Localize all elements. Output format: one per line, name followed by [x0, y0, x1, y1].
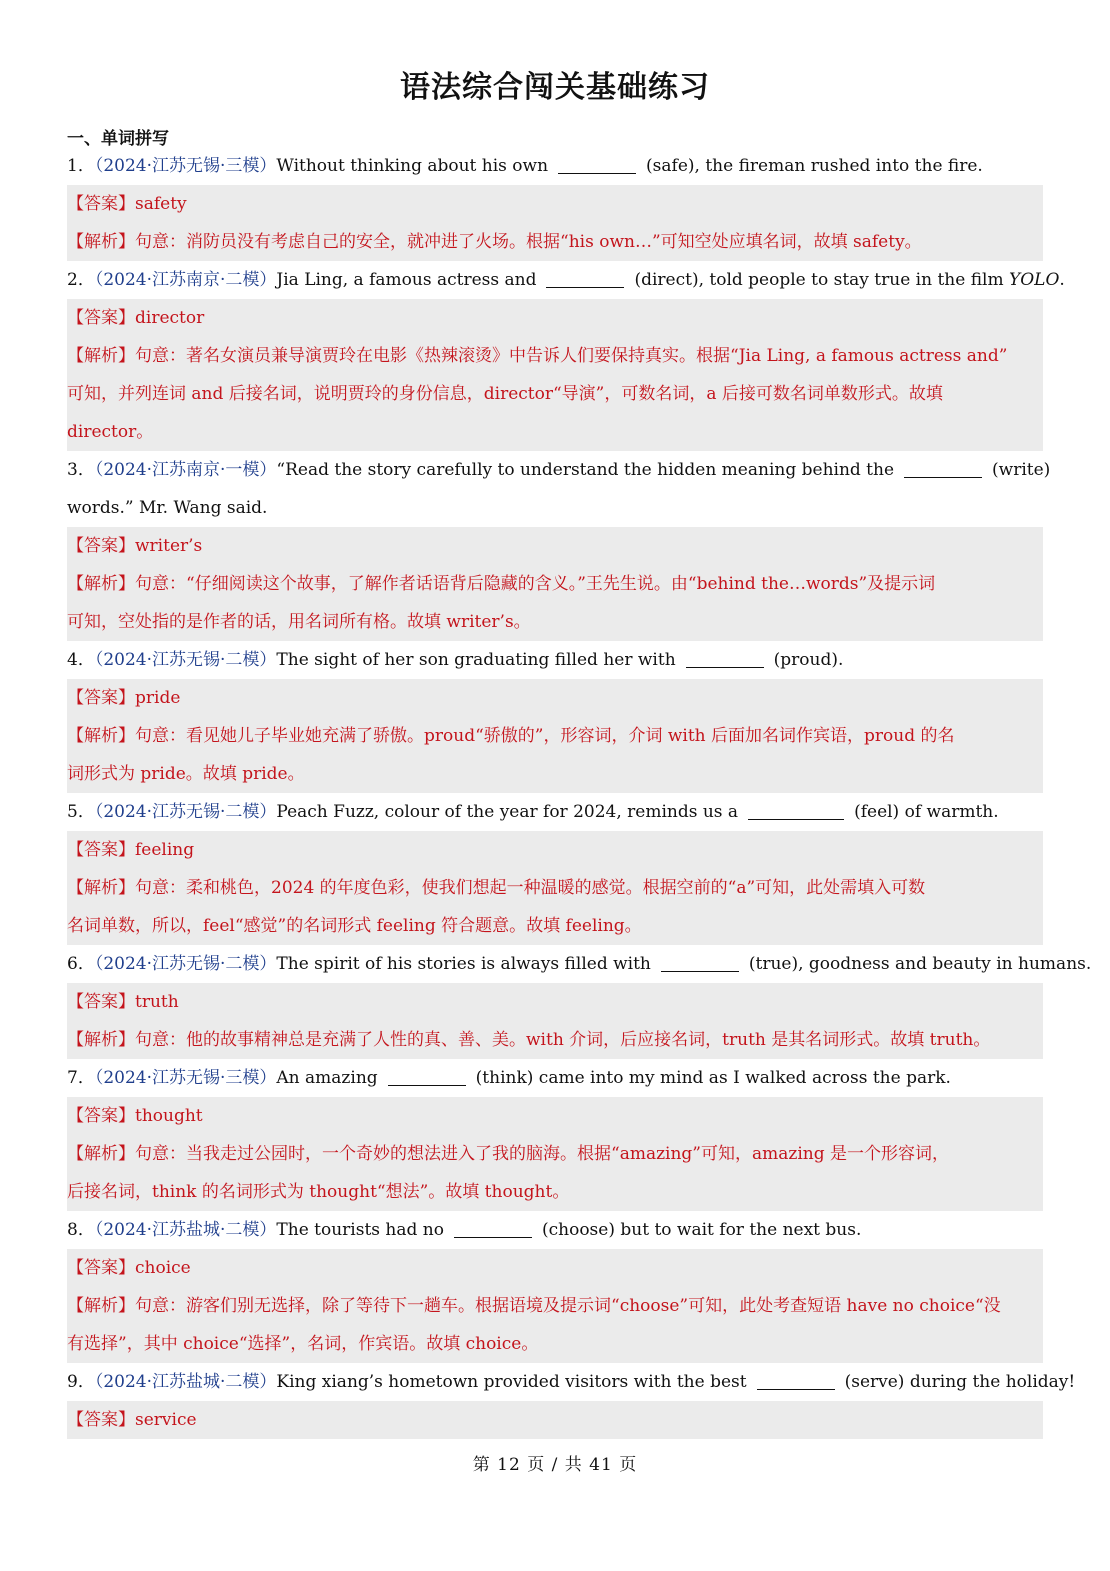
analysis-line [67, 1325, 1043, 1363]
answer-label: 【答案】 [67, 840, 135, 860]
analysis-label: 【解析】 [67, 1030, 135, 1050]
answer-box [67, 983, 1043, 1059]
question-number: 9． [67, 1372, 95, 1392]
question-text [67, 261, 1065, 299]
answer-label: 【答案】 [67, 1258, 135, 1278]
question-source: （2024·江苏无锡·三模） [94, 1068, 277, 1088]
question-item [67, 641, 1043, 793]
word-hint: (true), goodness and beauty in humans. [748, 954, 1092, 974]
question-text-continued: words.” Mr. Wang said. [67, 498, 268, 518]
analysis-line [67, 337, 1043, 375]
analysis-label: 【解析】 [67, 346, 135, 366]
question-source: （2024·江苏无锡·三模） [94, 156, 277, 176]
question-item [67, 793, 1043, 945]
answer-label: 【答案】 [67, 536, 135, 556]
answer-label: 【答案】 [67, 688, 135, 708]
answer-blank [904, 457, 982, 478]
analysis-line [67, 717, 1043, 755]
answer-box [67, 831, 1043, 945]
analysis-label: 【解析】 [67, 1296, 135, 1316]
analysis-line [67, 1287, 1043, 1325]
analysis-line [67, 755, 1043, 793]
answer-label: 【答案】 [67, 1410, 135, 1430]
answer-value: choice [135, 1258, 191, 1278]
question-stem: Without thinking about his own [276, 156, 549, 176]
analysis-line [67, 1135, 1043, 1173]
answer-blank [388, 1065, 466, 1086]
page-number: 第 12 页 / 共 41 页 [472, 1455, 638, 1475]
question-item [67, 1059, 1043, 1211]
film-title: YOLO [1009, 270, 1060, 290]
question-text [67, 147, 1043, 185]
question-source: （2024·江苏无锡·二模） [94, 802, 277, 822]
answer-label: 【答案】 [67, 1106, 135, 1126]
answer-row [67, 1097, 1043, 1135]
analysis-text: 句意：当我走过公园时，一个奇妙的想法进入了我的脑海。根据“amazing”可知，amazing 是一个形容词， [135, 1144, 950, 1164]
analysis-text: 句意：消防员没有考虑自己的安全，就冲进了火场。根据“his own…”可知空处应填名词，故填 safety。 [135, 232, 922, 252]
analysis-line [67, 1021, 1043, 1059]
answer-value: writer’s [135, 536, 203, 556]
answer-box [67, 1097, 1043, 1211]
analysis-line [67, 603, 1043, 641]
question-item [67, 147, 1043, 261]
analysis-text: 句意：柔和桃色，2024 的年度色彩，使我们想起一种温暖的感觉。根据空前的“a”可知，此处需填入可数 [135, 878, 926, 898]
analysis-text: 句意：“仔细阅读这个故事，了解作者话语背后隐藏的含义。”王先生说。由“behind the…words”及提示词 [135, 574, 936, 594]
answer-label: 【答案】 [67, 992, 135, 1012]
question-stem: The spirit of his stories is always filled with [276, 954, 651, 974]
answer-row [67, 185, 1043, 223]
analysis-text: 有选择”，其中 choice“选择”，名词，作宾语。故填 choice。 [67, 1334, 539, 1354]
analysis-text: 名词单数，所以，feel“感觉”的名词形式 feeling 符合题意。故填 feeling。 [67, 916, 642, 936]
question-source: （2024·江苏南京·一模） [94, 460, 277, 480]
analysis-text: 句意：看见她儿子毕业她充满了骄傲。proud“骄傲的”，形容词，介词 with 后面加名词作宾语，proud 的名 [135, 726, 955, 746]
question-source: （2024·江苏无锡·二模） [94, 650, 277, 670]
question-text [67, 945, 1092, 983]
question-list [67, 147, 1092, 1439]
answer-value: director [135, 308, 205, 328]
question-number: 2． [67, 270, 95, 290]
question-source: （2024·江苏无锡·二模） [94, 954, 277, 974]
section-heading: 一、单词拼写 [67, 129, 169, 149]
answer-blank [454, 1217, 532, 1238]
analysis-line [67, 375, 1043, 413]
word-hint: (feel) of warmth. [854, 802, 999, 822]
question-number: 7． [67, 1068, 95, 1088]
analysis-text: 词形式为 pride。故填 pride。 [67, 764, 305, 784]
answer-value: feeling [135, 840, 195, 860]
answer-label: 【答案】 [67, 194, 135, 214]
analysis-line [67, 869, 1043, 907]
answer-value: safety [135, 194, 187, 214]
question-text [67, 641, 1043, 679]
question-item [67, 945, 1092, 1059]
question-number: 8． [67, 1220, 95, 1240]
analysis-text: director。 [67, 422, 154, 442]
answer-box [67, 1401, 1043, 1439]
question-text [67, 1363, 1076, 1401]
analysis-line [67, 413, 1043, 451]
analysis-line [67, 223, 1043, 261]
question-item [67, 261, 1065, 451]
word-hint: (safe), the fireman rushed into the fire. [646, 156, 983, 176]
answer-blank [661, 951, 739, 972]
question-stem: An amazing [276, 1068, 378, 1088]
question-number: 3． [67, 460, 95, 480]
analysis-label: 【解析】 [67, 878, 135, 898]
answer-value: truth [135, 992, 179, 1012]
analysis-text: 可知，空处指的是作者的话，用名词所有格。故填 writer’s。 [67, 612, 531, 632]
answer-blank [748, 799, 844, 820]
answer-box [67, 299, 1043, 451]
answer-value: service [135, 1410, 197, 1430]
answer-row [67, 527, 1043, 565]
question-text [67, 793, 1043, 831]
question-item [67, 1211, 1043, 1363]
analysis-text: 句意：游客们别无选择，除了等待下一趟车。根据语境及提示词“choose”可知，此处考查短语 have no choice“没 [135, 1296, 1001, 1316]
answer-box [67, 527, 1043, 641]
analysis-line [67, 1173, 1043, 1211]
question-text [67, 1211, 1043, 1249]
word-hint: (proud). [773, 650, 844, 670]
word-hint: (serve) during the holiday! [844, 1372, 1076, 1392]
page-title: 语法综合闯关基础练习 [400, 70, 710, 105]
answer-row [67, 983, 1043, 1021]
analysis-label: 【解析】 [67, 574, 135, 594]
analysis-text: 句意：他的故事精神总是充满了人性的真、善、美。with 介词，后应接名词，truth 是其名词形式。故填 truth。 [135, 1030, 991, 1050]
question-number: 4． [67, 650, 95, 670]
answer-row [67, 831, 1043, 869]
question-item [67, 451, 1051, 641]
question-stem: Jia Ling, a famous actress and [276, 270, 537, 290]
question-item [67, 1363, 1076, 1439]
analysis-text: 句意：著名女演员兼导演贾玲在电影《热辣滚烫》中告诉人们要保持真实。根据“Jia Ling, a famous actress and” [135, 346, 1008, 366]
analysis-label: 【解析】 [67, 1144, 135, 1164]
question-source: （2024·江苏盐城·二模） [94, 1372, 277, 1392]
question-stem: King xiang’s hometown provided visitors with the best [276, 1372, 747, 1392]
analysis-line [67, 907, 1043, 945]
answer-value: thought [135, 1106, 203, 1126]
question-number: 1． [67, 156, 95, 176]
question-text [67, 451, 1051, 489]
answer-row [67, 1401, 1043, 1439]
analysis-text: 可知，并列连词 and 后接名词，说明贾玲的身份信息，director“导演”，可数名词，a 后接可数名词单数形式。故填 [67, 384, 943, 404]
question-source: （2024·江苏盐城·二模） [94, 1220, 277, 1240]
question-stem: The sight of her son graduating filled her with [276, 650, 676, 670]
question-number: 6． [67, 954, 95, 974]
answer-row [67, 299, 1043, 337]
answer-row [67, 679, 1043, 717]
analysis-text: 后接名词，think 的名词形式为 thought“想法”。故填 thought。 [67, 1182, 570, 1202]
answer-row [67, 1249, 1043, 1287]
answer-box [67, 1249, 1043, 1363]
question-source: （2024·江苏南京·二模） [94, 270, 277, 290]
question-stem: “Read the story carefully to understand the hidden meaning behind the [276, 460, 895, 480]
analysis-label: 【解析】 [67, 232, 135, 252]
word-hint: (think) came into my mind as I walked across the park. [475, 1068, 951, 1088]
question-number: 5． [67, 802, 95, 822]
answer-blank [757, 1369, 835, 1390]
analysis-label: 【解析】 [67, 726, 135, 746]
answer-blank [546, 267, 624, 288]
answer-box [67, 679, 1043, 793]
analysis-line [67, 565, 1043, 603]
answer-box [67, 185, 1043, 261]
question-stem: Peach Fuzz, colour of the year for 2024, reminds us a [276, 802, 739, 822]
word-hint: (write) [992, 460, 1051, 480]
question-text [67, 1059, 1043, 1097]
answer-label: 【答案】 [67, 308, 135, 328]
question-stem: The tourists had no [276, 1220, 444, 1240]
answer-blank [558, 153, 636, 174]
answer-value: pride [135, 688, 181, 708]
word-hint: (choose) but to wait for the next bus. [541, 1220, 862, 1240]
word-hint: (direct), told people to stay true in the film [634, 270, 1004, 290]
word-hint-end: . [1059, 270, 1065, 290]
answer-blank [686, 647, 764, 668]
